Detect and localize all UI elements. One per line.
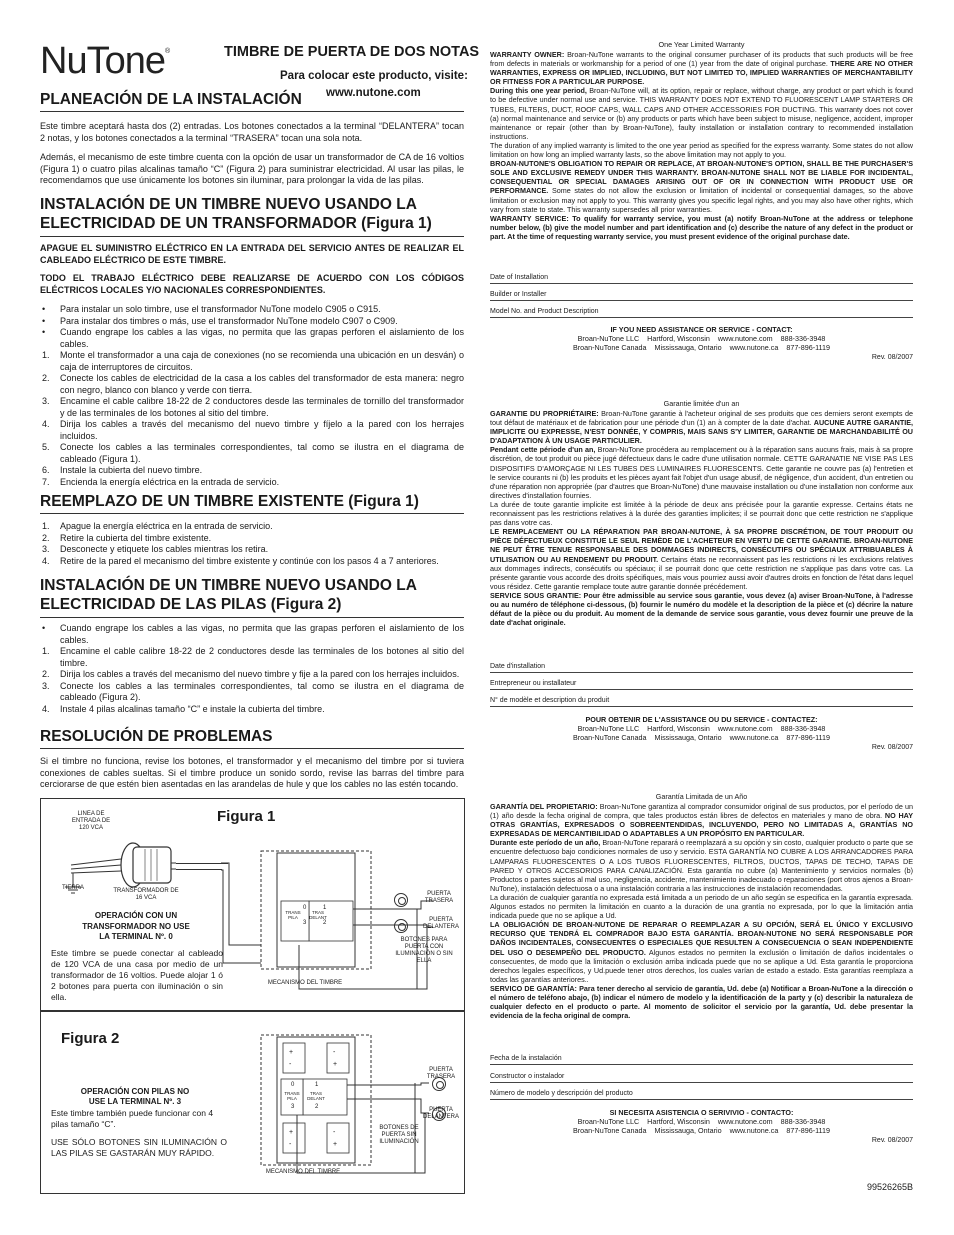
installer-field[interactable]: Builder or Installer [490,291,913,301]
mechanism-label: MECANISMO DEL TIMBRE [265,1169,341,1175]
list-item [40,304,464,316]
part-number: 99526265B [866,1182,913,1192]
warranty-fr-p4-bold: LE REMPLACEMENT OU LA RÉPARATION PAR BROAN-NUTONE, À SA PROPRE DISCRÉTION, DE TOUT PRODUIT OU PIÈCE DÉFECTUEUX CONSTITUE LE SEUL REMÈDE DE L'ACHETEUR EN VERTU DE CETTE GARANTIE. BROAN-NUTONE NE PEUT ÊTRE TENUE RESPONSABLE DES DOMMAGES INDIRECTS, CONSÉCUTIFS OU SPÉCIAUX ATTRIBUABLES À UTILISATION OU AU RENDEMENT DU PRODUIT. [490,527,913,564]
list-marker: 5. [42,442,50,452]
rear-door-label: PUERTA TRASERA [424,891,454,904]
warranty-es-p1: Broan-NuTone garantiza al comprador consumidor original de sus productos, por el período de un (1) año desde la fecha original de compra, que tales productos están libres de defectos en materiales y mano de obra. [490,802,914,821]
list-item-text: Para instalar dos timbres o más, use el transformador NuTone modelo C907 o C909. [60,315,398,326]
list-item-text: Retire de la pared el mecanismo del timbre existente y continúe con los pasos 4 a 7 anteriores. [60,555,439,566]
warranty-fr-body [490,409,913,627]
list-item [40,544,464,556]
terminal-2: 2 [323,920,327,926]
list-marker: • [42,304,46,314]
list-marker: 3. [42,396,50,406]
install-date-field[interactable]: Date of Installation [490,274,913,284]
battery-operation-text: Este timbre también puede funcionar con 4 pilas tamaño “C”. [51,1108,214,1129]
warranty-es-owner-label: GARANTÍA DEL PROPIETARIO: [490,802,598,811]
warranty-fr-p1-bold: AUCUNE AUTRE GARANTIE, IMPLICITE OU EXPRESSE, N'EST DONNÉE, Y COMPRIS, MAIS SANS S'Y LIMITER, GARANTIE DE MARCHANDABILITÉ OU D'ADAPTATION À UN USAGE PARTICULIER. [490,418,913,446]
list-marker: • [42,327,46,337]
mechanism-label: MECANISMO DEL TIMBRE [267,980,343,986]
front-door-label: PUERTA DELANTERA [422,917,459,930]
list-marker: 3. [42,680,50,691]
warranty-en-p4: Some states do not allow the exclusion or limitation of incidental or consequential damages, so the above limitation or exclusion may not apply to you. This warranty gives you specific legal rights, and you may also have other rights, which vary from state to state. This warranty supersedes all prior warranties. [490,186,913,214]
figure-2-wiring [241,1021,461,1186]
warranty-en-contact [490,325,913,352]
buttons-label: BOTONES PARA PUERTA CON ILUMINACIÓN O SIN ELLA [395,937,453,964]
contact-us: Broan-NuTone LLC Hartford, Wisconsin www.nutone.com 888-336-3948 [577,334,826,344]
list-marker: 4. [42,555,50,566]
list-marker: 2. [42,532,50,543]
model-field[interactable]: Model No. and Product Description [490,308,913,318]
list-item [40,465,464,477]
battery-heading: INSTALACIÓN DE UN TIMBRE NUEVO USANDO LA ELECTRICIDAD DE LAS PILAS (Figura 2) [40,577,417,613]
battery-plus: + [333,1141,338,1148]
warranty-es-contact [490,1108,913,1135]
front-door-button [394,919,408,933]
warranty-fr-service: SERVICE SOUS GRANTIE: Pour être admissible au service sous garantie, vous devez (a) aviser Broan-NuTone, à l'adresse ou au numéro de téléphone ci-dessous, (b) fournir le numéro du modèle et la description de la pièce et (c) décrire la nature défaut de la pièce ou du produit. Au moment de la demande de service sous garantie, vous devez fournir une preuve de la date d'achat originale. [490,590,913,628]
list-item-text: Encamine el cable calibre 18-22 de 2 conductores desde las terminales de los botones al sitio del timbre. [60,646,464,668]
list-marker: 4. [42,419,50,429]
list-marker: 1. [42,350,50,360]
list-item [40,556,464,568]
transformer-operation-text: Este timbre se puede conectar al cableado de 120 VCA de una casa por medio de un transformador de 16 voltios. Puede alojar 1 ó 2 botones para puerta con iluminación o sin ella. [51,948,223,1002]
list-marker: • [42,623,46,633]
battery-plus: + [289,1049,294,1056]
battery-minus: - [289,1061,292,1068]
visit-text: Para colocar este producto, visite: [280,70,468,82]
warranty-en-owner-label: WARRANTY OWNER: [490,50,565,59]
list-item-text: Conecte los cables de electricidad de la casa a los cables del transformador de esta manera: negro con negro, blanco con blanco y verde con tierra. [60,373,464,395]
contact-us: Broan-NuTone LLC Hartford, Wisconsin www.nutone.com 888-336-3948 [577,1117,826,1127]
transformer-steps [40,304,464,488]
contact-us: Broan-NuTone LLC Hartford, Wisconsin www.nutone.com 888-336-3948 [577,724,826,734]
model-field[interactable]: N° de modèle et description du produit [490,697,913,707]
list-item [40,373,464,396]
replace-steps [40,521,464,567]
rear-door-button [394,893,408,907]
transformer-label: TRANSFORMADOR DE 16 VCA [113,888,179,901]
warranty-en-service: WARRANTY SERVICE: To qualify for warranty service, you must (a) notify Broan-NuTone at the address or telephone number below, (b) give the model number and part identification and (c) describe the nature of any defect in the product or part. At the time of requesting warranty service, you must present evidence of the original purchase date. [490,213,913,241]
list-item-text: Apague la energía eléctrica en la entrada de servicio. [60,521,273,531]
divider [40,111,464,112]
contact-canada: Broan-NuTone Canada Mississauga, Ontario www.nutone.ca 877-896-1119 [572,1126,831,1136]
list-item [40,669,464,681]
trans-pila-label: TRANS PILA [285,910,301,920]
battery-steps [40,623,464,715]
list-item-text: Conecte los cables a las terminales correspondientes, tal como se ilustra en el diagrama de cableado (Figura 1). [60,442,464,464]
list-item-text: Cuando engrape los cables a las vigas, no permita que las grapas perforen el aislamiento de los cables. [60,623,464,645]
list-marker: 7. [42,476,50,487]
divider [40,748,464,749]
brand-logo: NuTone® [40,40,170,82]
install-date-field[interactable]: Fecha de la instalación [490,1055,913,1065]
warranty-en-title: One Year Limited Warranty [658,40,745,49]
warranty-es-body [490,802,913,1020]
list-item-text: Conecte los cables a las terminales correspondientes, tal como se ilustra en el diagrama de cableado (Figura 2). [60,680,464,702]
warranty-fr-p1: Broan-NuTone garantie à l'acheteur original de ses produits que ces derniers seront exempts de tout défaut de matériaux et de fabrication pour une période d'un (1) an à compter de la date d'achat. [490,409,913,428]
list-marker: 6. [42,465,50,475]
battery-operation-title: OPERACIÓN CON PILAS NO USE LA TERMINAL Nº. 3 [80,1087,190,1106]
list-marker: 2. [42,373,50,383]
figure-1-title: Figura 1 [217,808,276,825]
list-marker: 1. [42,646,50,656]
model-field[interactable]: Número de modelo y descripción del producto [490,1090,913,1100]
planning-paragraph-2: Además, el mecanismo de este timbre cuenta con la opción de usar un transformador de CA de 16 voltios (Figura 1) o cuatro pilas alcalinas tamaño “C” (Figura 2) para suministrar electricidad. Al usar las pilas, le recomendamos que use únicamente los botones sin iluminar, para prolongar la vida de las pilas. [40,152,464,185]
list-item [40,350,464,373]
rear-door-label: PUERTA TRASERA [426,1067,456,1080]
battery-plus: + [289,1129,294,1136]
warranty-es-p1-bold: NO HAY OTRAS GRANTÍAS, EXPRESADOS O SOBREENTENDIDAS, INCLUYENDO, PERO NO LIMITADAS A, GRANTÍAS NO EXPRESADAS DE MERCANTIBILIDAD O ADAPTABLES A UN PROPÓSITO EN PARTICULAR. [490,811,913,839]
warranty-en-period-label: During this one year period, [490,86,587,96]
trans-pila-label: TRANS PILA [284,1091,300,1101]
warranty-es-p3: La duración de cualquier garantía no expresada está limitada a un periodo de un año según se especifica en la garantía expresada. Algunos estados no permiten la limitación en cuanto a la duración de una grantía no expresada, por lo que la limitación antia indicada puede que no se aplique a Ud. [490,892,913,921]
planning-heading: PLANEACIÓN DE LA INSTALACIÓN [40,91,302,108]
wire [176,869,222,870]
list-item [40,316,464,328]
list-item [40,327,464,350]
figure-2-title: Figura 2 [61,1030,120,1047]
installer-field[interactable]: Entrepreneur ou installateur [490,680,913,690]
power-warning: APAGUE EL SUMINISTRO ELÉCTRICO EN LA ENTRADA DEL SERVICIO ANTES DE REALIZAR EL CABLEADO ELÉCTRICO DE ESTE TIMBRE. [40,243,464,265]
warranty-en-p1-bold: THERE ARE NO OTHER WARRANTIES, EXPRESS OR IMPLIED, INCLUDING, BUT NOT LIMITED TO, IMPLIED WARRANTIES OF MERCHANTABILITY OR FITNESS FOR A PARTICULAR PURPOSE. [490,59,913,87]
list-item [40,521,464,533]
warranty-es-p4-bold: LA OBLIGACIÓN DE BROAN-NUTONE DE REPARAR O REEMPLAZAR A SU OPCIÓN, SERÁ EL ÚNICO Y EXCLUSIVO RECURSO QUE TENDRÁ EL COMPRADOR BAJO ESTA GARANTÍA. BROAN-NUTONE NO SERÁ RESPONSABLE POR DAÑOS INCIDENTALES, CONSECUENTES O ESPECIALES QUE RESULTEN A CONSECUENCIA O SEAN INDEPENDIENTE DEL USO O DESEMPEÑO DEL PRODUCTO. [490,920,913,957]
figure-1 [40,798,465,1012]
list-item-text: Monte el transformador a una caja de conexiones (no se recomienda una ubicación en un desván) o caja de interruptores de circuitos. [60,350,464,372]
contact-heading: POUR OBTENIR DE L'ASSISTANCE OU DU SERVICE - CONTACTEZ: [585,715,818,724]
product-title: TIMBRE DE PUERTA DE DOS NOTAS [224,44,480,60]
list-item-text: Instale la cubierta del nuevo timbre. [60,465,203,475]
terminal-0: 0 [303,905,307,911]
battery-minus: - [333,1049,336,1056]
warranty-es-service: SERVICO DE GARANTÍA: Para tener derecho al servicio de garantía, Ud. debe (a) Notificar a Broan-NuTone a la dirección o el número de teléfono abajo, (b) indicar el número de modelo y la identificación de la party y (c) describir la naturaleza de cualquier defecto en el producto o parte. Al momento de solicitor el servicio por la garantía, Ud. debe presentar la evidencia de la fecha original de compra. [490,983,913,1021]
list-item [40,396,464,419]
transformer-operation-title: OPERACIÓN CON UN TRANSFORMADOR NO USE LA TERMINAL Nº. 0 [82,911,190,941]
list-marker: 3. [42,544,50,554]
revision-date: Rev. 08/2007 [871,744,913,751]
warranty-fr-p3: La durée de toute garantie implicite est limitée à la période de deux ans précisée pour la garantie expresse. Certains états ne reconnaissent pas les restrictions relatives à la durée des garanties implicites; il se pourrait donc que cette restriction ne s'applique pas dans votre cas. [490,499,913,528]
battery-minus: - [333,1129,336,1136]
installer-field[interactable]: Constructor o instalador [490,1073,913,1083]
list-item-text: Dirija los cables a través del mecanismo del nuevo timbre y fíjelo a la pared con los herrajes incluidos. [60,419,464,441]
warranty-en-body [490,50,913,241]
warranty-fr-p2: Broan-NuTone procédera au remplacement ou à la réparation sans aucuns frais, mais à sa propre discrétion, de tout produit ou pièce jugé défectueux dans le cadre d'une utilisation normale. CETTE GARANATIE NE VISE PAS LES DISPOSITIFS D'AMORÇAGE NI LES TUBES DES LUMINAIRES FLUORESCENTS. Cette garantie ne couvre pas (a) l'entretien et le service courants ni (b) les produits et les pièces ayant fait l'objet d'un usage abusif, de négligence, d'un accident, d'un entretien ou d'une réparation non appropriée (par d'autres que Broan-NuTone) d'une mauvaise installation ou d'une installation non conforme aux directives d'installation fournies. [490,445,913,500]
line-in-label: LINEA DE ENTRADA DE 120 VCA [71,811,111,831]
warranty-es-title: Garantía Limitada de un Año [655,792,748,801]
warranty-en-p1: Broan-NuTone warrants to the original consumer purchaser of its products that such products will be free from defects in materials or workmanship for a period of one (1) year from the date of original purchase. [490,50,913,69]
warranty-fr-title: Garantie limitée d'un an [663,399,740,408]
terminal-3: 3 [291,1104,295,1110]
divider [40,513,464,514]
tras-delant-label: TRAS DELANT [309,910,327,920]
terminal-1: 1 [315,1082,319,1088]
install-date-field[interactable]: Date d'installation [490,663,913,673]
list-item-text: Desconecte y etiquete los cables mientras los retira. [60,544,269,554]
divider [40,617,464,618]
replace-heading: REEMPLAZO DE UN TIMBRE EXISTENTE (Figura 1) [40,493,419,510]
warranty-en-p3: The duration of any implied warranty is limited to the one year period as specified for the express warranty. Some states do not allow limitation on how long an implied warranty lasts, so the above limitation may not apply to you. [490,140,913,160]
list-item-text: Encienda la energía eléctrica en la entrada de servicio. [60,476,280,487]
terminal-0: 0 [291,1082,295,1088]
contact-heading: SI NECESITA ASISTENCIA O SERIVIVIO - CONTACTO: [609,1108,794,1117]
warranty-fr-owner-label: GARANTIE DU PROPRIÉTAIRE: [490,409,599,418]
list-item-text: Instale 4 pilas alcalinas tamaño “C” e instale la cubierta del timbre. [60,703,325,714]
figure-2 [40,1010,465,1194]
troubleshooting-text: Si el timbre no funciona, revise los botones, el transformador y el mecanismo del timbre por si tuviera conexiones de cables sueltas. Si el timbre produce un sonido sordo, revise las barras del timbre para cerciorarse de que estén bien asentadas en las arandelas de hule y que los cables no las estén tocando. [40,756,464,789]
list-marker: 1. [42,521,50,531]
battery-plus: + [333,1061,338,1068]
list-marker: • [42,315,46,326]
warranty-fr-p4: Certains états ne reconnaissent pas les restrictions ni les exclusions relatives aux dommages indirects, consécutifs ou spéciaux; il se pourrait donc que cette restriction ne s'applique pas dans votre cas. La présente garantie vous accorde des droits spécifiques, mais vous pourriez aussi avoir d'autres droits en fonction de l'état dans lequel vous résidez. Cette garantie remplace toute autre garantie donnée précédement. [490,554,913,591]
website-link[interactable]: www.nutone.com [326,87,421,99]
list-item-text: Dirija los cables a través del mecanismo del nuevo timbre y fije a la pared con los herrajes incluidos. [60,669,460,679]
contact-heading: IF YOU NEED ASSISTANCE OR SERVICE - CONTACT: [610,325,793,334]
battery-operation-warning: USE SÓLO BOTONES SIN ILUMINACIÓN O LAS PILAS SE GASTARÁN MUY RÁPIDO. [51,1137,227,1158]
divider [40,236,464,237]
warranty-es-p2: Broan-NuTone reparará o reemplazará a su opción y sin costo, cualquier producto o parte que se encuentre defectuoso bajo condiciones normales de uso y servicio. ESTA GARANTÍA NO CUBRE A LOS ARRANCADORES PARA LAMPARAS FLUORESCENTES O A LOS TUBOS FLUORESCENTES, FILTROS, DUCTOS, TAPAS DE TECHO, TAPAS DE PARED Y OTROS ACCESORIOS PARA CANALIZACIÓN. Esta garantía no cubre (a) Mantenimiento y servicios normales (b) Productos o partes sujetos al mal uso, negligencia, accidente, mantenimiento inadecuado o reparaciones (port otros ajenos a Broan-NuTone), instalación defectuosa o a una instalación contraria a las instrucciones de instalación recomendadas. [490,838,913,893]
warranty-es-p4: Algunos estados no permiten la exclusión o limitación de daños incidentales o consecuentes, de modo que la limitación o exclusión arriba indicada puede que no se aplique a Ud. Esta garantía le proporciona derechos legales específicos, y Ud.puede tener otros derechos, los cuales varían de estado a estado. Esta garantías reemplaza a todas las garantías anteriores.. [490,947,913,984]
ground-label: TIERRA [61,885,84,891]
contact-canada: Broan-NuTone Canada Mississauga, Ontario www.nutone.ca 877-896-1119 [572,733,831,743]
list-item [40,442,464,465]
list-item [40,477,464,489]
transformer-heading: INSTALACIÓN DE UN TIMBRE NUEVO USANDO LA ELECTRICIDAD DE UN TRANSFORMADOR (Figura 1) [40,196,432,232]
list-item-text: Cuando engrape los cables a las vigas, no permita que las grapas perforen el aislamiento de los cables. [60,327,464,349]
list-item [40,623,464,646]
warranty-en-p4-bold: BROAN-NUTONE'S OBLIGATION TO REPAIR OR REPLACE, AT BROAN-NUTONE'S OPTION, SHALL BE THE PURCHASER'S SOLE AND EXCLUSIVE REMEDY UNDER THIS WARRANTY. BROAN-NUTONE SHALL NOT BE LIABLE FOR INCIDENTAL, CONSEQUENTIAL OR SPECIAL DAMAGES ARISING OUT OF OR IN CONNECTION WITH PRODUCT USE OR PERFORMANCE. [490,159,913,196]
tras-delant-label: TRAS DELANT [307,1091,325,1101]
list-item [40,646,464,669]
buttons-label: BOTONES DE PUERTA SIN ILUMINACIÓN [379,1125,419,1145]
warranty-fr-period-label: Pendant cette période d'un an, [490,445,596,455]
warranty-es-period-label: Durante este período de un año, [490,838,601,848]
list-marker: 2. [42,669,50,679]
contact-canada: Broan-NuTone Canada Mississauga, Ontario www.nutone.ca 877-896-1119 [572,343,831,353]
list-item [40,704,464,716]
terminal-3: 3 [303,920,307,926]
warranty-fr-contact [490,715,913,742]
code-warning: TODO EL TRABAJO ELÉCTRICO DEBE REALIZARSE DE ACUERDO CON LOS CÓDIGOS ELÉCTRICOS LOCALES Y/O NACIONALES CORRESPONDIENTES. [40,273,464,295]
list-item [40,419,464,442]
list-item-text: Retire la cubierta del timbre existente. [60,532,212,543]
warranty-en-p2: Broan-NuTone will, at its option, repair or replace, without charge, any product or part which is found to be defective under normal use and service. THIS WARRANTY DOES NOT EXTEND TO FLUORESCENT LAMP STARTERS OR TUBES, FILTERS, DUCT, ROOF CAPS, WALL CAPS AND OTHER ACCESSORIES FOR DUCTING. This warranty does not cover (a) normal maintenance and service or (b) any products or parts which have been subject to misuse, negligence, accident, improper maintenance or repair (other than by Broan-NuTone), faulty installation or installation contrary to recommended installation instructions. [490,86,913,141]
terminal-2: 2 [315,1104,319,1110]
list-marker: 4. [42,703,50,714]
planning-paragraph-1: Este timbre aceptará hasta dos (2) entradas. Los botones conectados a la terminal “DELANTERA” tocan 2 notas, y los botones conectados a la terminal “TRASERA” tocan una sola nota. [40,121,464,143]
front-door-label: PUERTA DELANTERA [422,1107,459,1120]
revision-date: Rev. 08/2007 [871,354,913,361]
list-item [40,681,464,704]
list-item-text: Encamine el cable calibre 18-22 de 2 conductores desde las terminales de tornillo del transformador y de las terminales de los botones al sitio del timbre. [60,396,464,418]
troubleshooting-heading: RESOLUCIÓN DE PROBLEMAS [40,728,273,745]
list-item [40,533,464,545]
battery-minus: - [289,1141,292,1148]
revision-date: Rev. 08/2007 [871,1137,913,1144]
list-item-text: Para instalar un solo timbre, use el transformador NuTone modelo C905 o C915. [60,304,381,314]
terminal-1: 1 [323,905,327,911]
